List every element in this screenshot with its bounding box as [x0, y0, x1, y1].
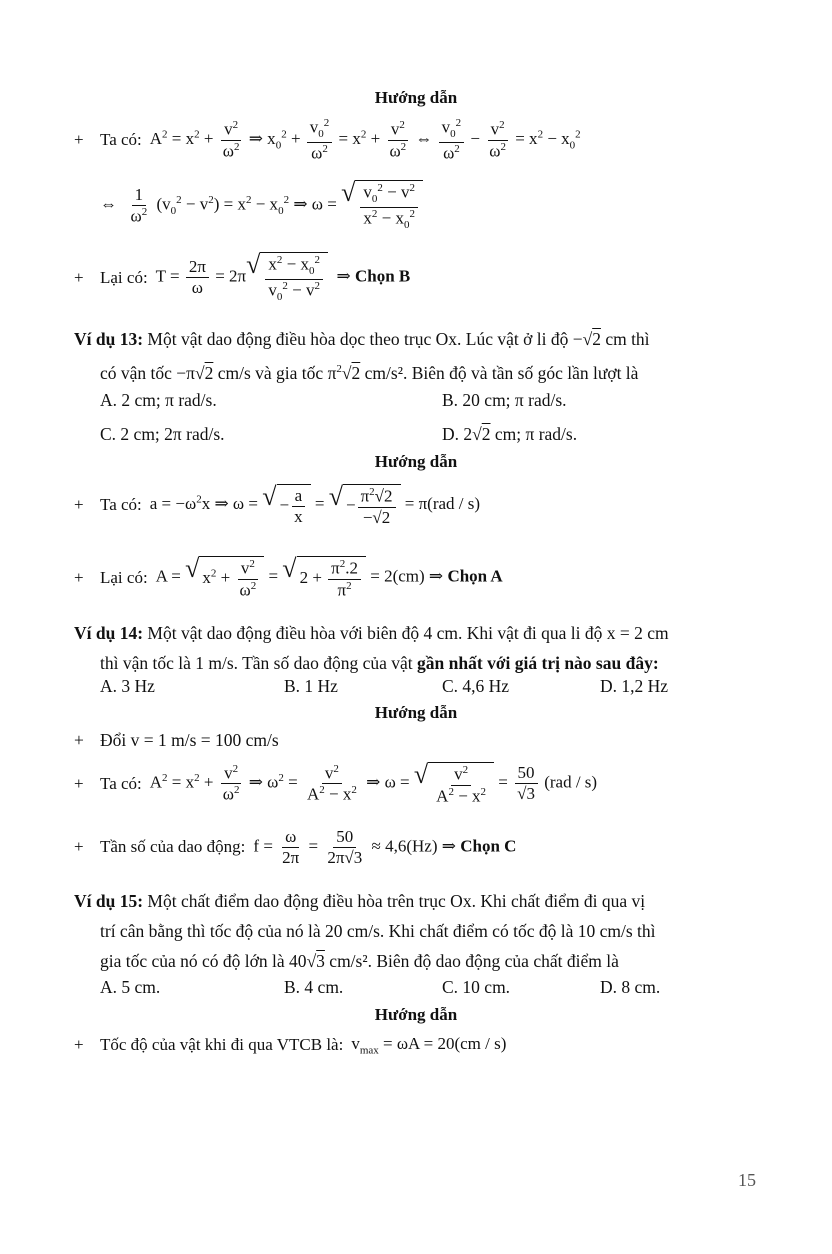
example-14	[74, 618, 764, 678]
answer-options	[100, 390, 760, 411]
option-a: A. 5 cm.	[100, 977, 161, 997]
option-d: D. 2√2 cm; π rad/s.	[442, 424, 578, 444]
solution-step	[74, 118, 764, 162]
equation: $v_{max} = \omega A = 20(cm / s)$	[351, 1034, 507, 1057]
equation: f = $\frac{\omega}{2\pi}$ = $\frac{50}{2\pi√3}$ ≈ 4,6(Hz) ⇒ Chọn C	[253, 827, 517, 867]
equation: $A^2 = x^2$ + $\frac{v^2}{\omega^2}$ ⇒ $x_0^2$ + $\frac{v_0^2}{\omega^2}$ = $x^2$ + $\frac{v^2}{\omega^2}$ ⇔ $\frac{v_0^2}{\omega^2}$ − $\frac{v^2}{\omega^2}$ = $x^2 - x_0^2$	[149, 117, 581, 163]
step-label: Ta có:	[100, 773, 142, 793]
example-text: trí cân bằng thì tốc độ của nó là 20 cm/s. Khi chất điểm có tốc độ là 10 cm/s thì	[100, 921, 656, 941]
bullet-plus: +	[74, 837, 84, 857]
example-text: Một vật dao động điều hòa dọc theo trục Ox. Lúc vật ở li độ	[147, 329, 569, 349]
section-heading: Hướng dẫn	[374, 1005, 458, 1024]
option-c: C. 4,6 Hz	[442, 676, 510, 696]
answer-options	[100, 424, 760, 445]
option-b: B. 1 Hz	[284, 676, 338, 696]
bullet-plus: +	[74, 267, 84, 287]
equation-line	[100, 180, 790, 231]
step-text: Đổi v = 1 m/s = 100 cm/s	[100, 730, 279, 750]
example-text: gia tốc của nó có độ lớn là 40	[100, 951, 307, 971]
section-heading: Hướng dẫn	[374, 703, 458, 722]
option-a: A. 3 Hz	[100, 676, 155, 696]
example-text: Một chất điểm dao động điều hòa trên trục Ox. Khi chất điểm đi qua vị	[147, 891, 646, 911]
answer-options	[100, 977, 760, 998]
example-label: Ví dụ 13:	[74, 329, 144, 349]
option-d-prefix: D. 2	[442, 424, 473, 444]
solution-step	[74, 1034, 764, 1056]
example-text: Một vật dao động điều hòa với biên độ 4 cm. Khi vật đi qua li độ x = 2 cm	[147, 623, 669, 643]
example-text: cm thì	[605, 329, 650, 349]
section-heading: Hướng dẫn	[374, 452, 458, 471]
option-b: B. 20 cm; π rad/s.	[442, 390, 567, 410]
example-label: Ví dụ 15:	[74, 891, 144, 911]
step-label: Lại có:	[100, 267, 148, 287]
step-label: Tốc độ của vật khi đi qua VTCB là:	[100, 1035, 344, 1055]
example-text-bold: gần nhất với giá trị nào sau đây:	[417, 653, 659, 673]
step-label: Ta có:	[100, 495, 142, 515]
example-13: Ví dụ 13: Một vật dao động điều hòa dọc theo trục Ox. Lúc vật ở li độ −√2 cm thì có vận tốc −π√2 cm/s và gia tốc $\pi^2√2$ cm/s². Biên độ và tần số góc lần lượt là	[74, 329, 650, 383]
example-text: cm/s và gia tốc	[217, 362, 324, 383]
equation: A = √ $x^2$ + $\frac{v^2}{\omega^2}$ = √ 2 + $\frac{\pi^2.2}{\pi^2}$ = 2(cm) ⇒ Chọn A	[155, 554, 503, 600]
option-d: D. 1,2 Hz	[600, 676, 669, 696]
solution-step	[74, 484, 764, 526]
answer-choice: Chọn B	[354, 266, 411, 286]
example-text: thì vận tốc là 1 m/s. Tần số dao động của vật	[100, 653, 413, 673]
example-label: Ví dụ 14:	[74, 623, 144, 643]
example-text: cm/s². Biên độ và tần số góc lần lượt là	[364, 362, 639, 383]
solution-step	[74, 730, 764, 751]
option-a: A. 2 cm; π rad/s.	[100, 390, 217, 410]
bullet-plus: +	[74, 730, 84, 750]
equation: $A^2 = x^2$ + $\frac{v^2}{\omega^2}$ ⇒ $\omega^2$ = $\frac{v^2}{A^2 - x^2}$ ⇒ ω = √ $\frac{v^2}{A^2 - x^2}$ = $\frac{50}{√3}$ (rad / s)	[149, 760, 598, 806]
bullet-plus: +	[74, 567, 84, 587]
answer-choice: Chọn A	[447, 566, 503, 586]
solution-step	[74, 252, 764, 303]
equation: ⇔ $\frac{1}{\omega^2}$ $(v_0^2 - v^2) = x^2 - x_0^2$ ⇒ ω = √ $\frac{v_0^2 - v^2}{x^2 - x_0^2}$	[100, 180, 423, 231]
answer-options	[100, 676, 760, 697]
step-label: Tần số của dao động:	[100, 837, 246, 857]
example-text: cm/s². Biên độ dao động của chất điểm là	[329, 951, 619, 971]
bullet-plus: +	[74, 773, 84, 793]
answer-choice: Chọn C	[460, 836, 517, 856]
solution-step	[74, 762, 764, 805]
equation: T = $\frac{2\pi}{\omega}$ = 2π √ $\frac{x^2 - x_0^2}{v_0^2 - v^2}$ ⇒ Chọn B	[155, 250, 411, 303]
example-15: Ví dụ 15: Một chất điểm dao động điều hòa trên trục Ox. Khi chất điểm đi qua vị trí cân bằng thì tốc độ của nó là 20 cm/s. Khi chất điểm có tốc độ là 10 cm/s thì gia tốc của nó có độ lớn là 40√3 cm/s². Biên độ dao động của chất điểm là	[74, 891, 656, 971]
step-label: Lại có:	[100, 567, 148, 587]
step-label: Ta có:	[100, 130, 142, 150]
page-number: 15	[738, 1170, 756, 1190]
example-text: có vận tốc	[100, 362, 172, 383]
option-b: B. 4 cm.	[284, 977, 344, 997]
option-c: C. 10 cm.	[442, 977, 511, 997]
section-heading: Hướng dẫn	[374, 88, 458, 107]
solution-step	[74, 556, 764, 599]
bullet-plus: +	[74, 495, 84, 515]
bullet-plus: +	[74, 130, 84, 150]
solution-step	[74, 828, 764, 867]
option-c: C. 2 cm; 2π rad/s.	[100, 424, 225, 444]
option-d-suffix: cm; π rad/s.	[494, 424, 578, 444]
equation: $a = -\omega^2x$ ⇒ ω = √ − $\frac{a}{x}$ = √ − $\frac{\pi^2√2}{-√2}$ = π(rad / s)	[149, 482, 481, 527]
bullet-plus: +	[74, 1035, 84, 1055]
option-d: D. 8 cm.	[600, 977, 661, 997]
